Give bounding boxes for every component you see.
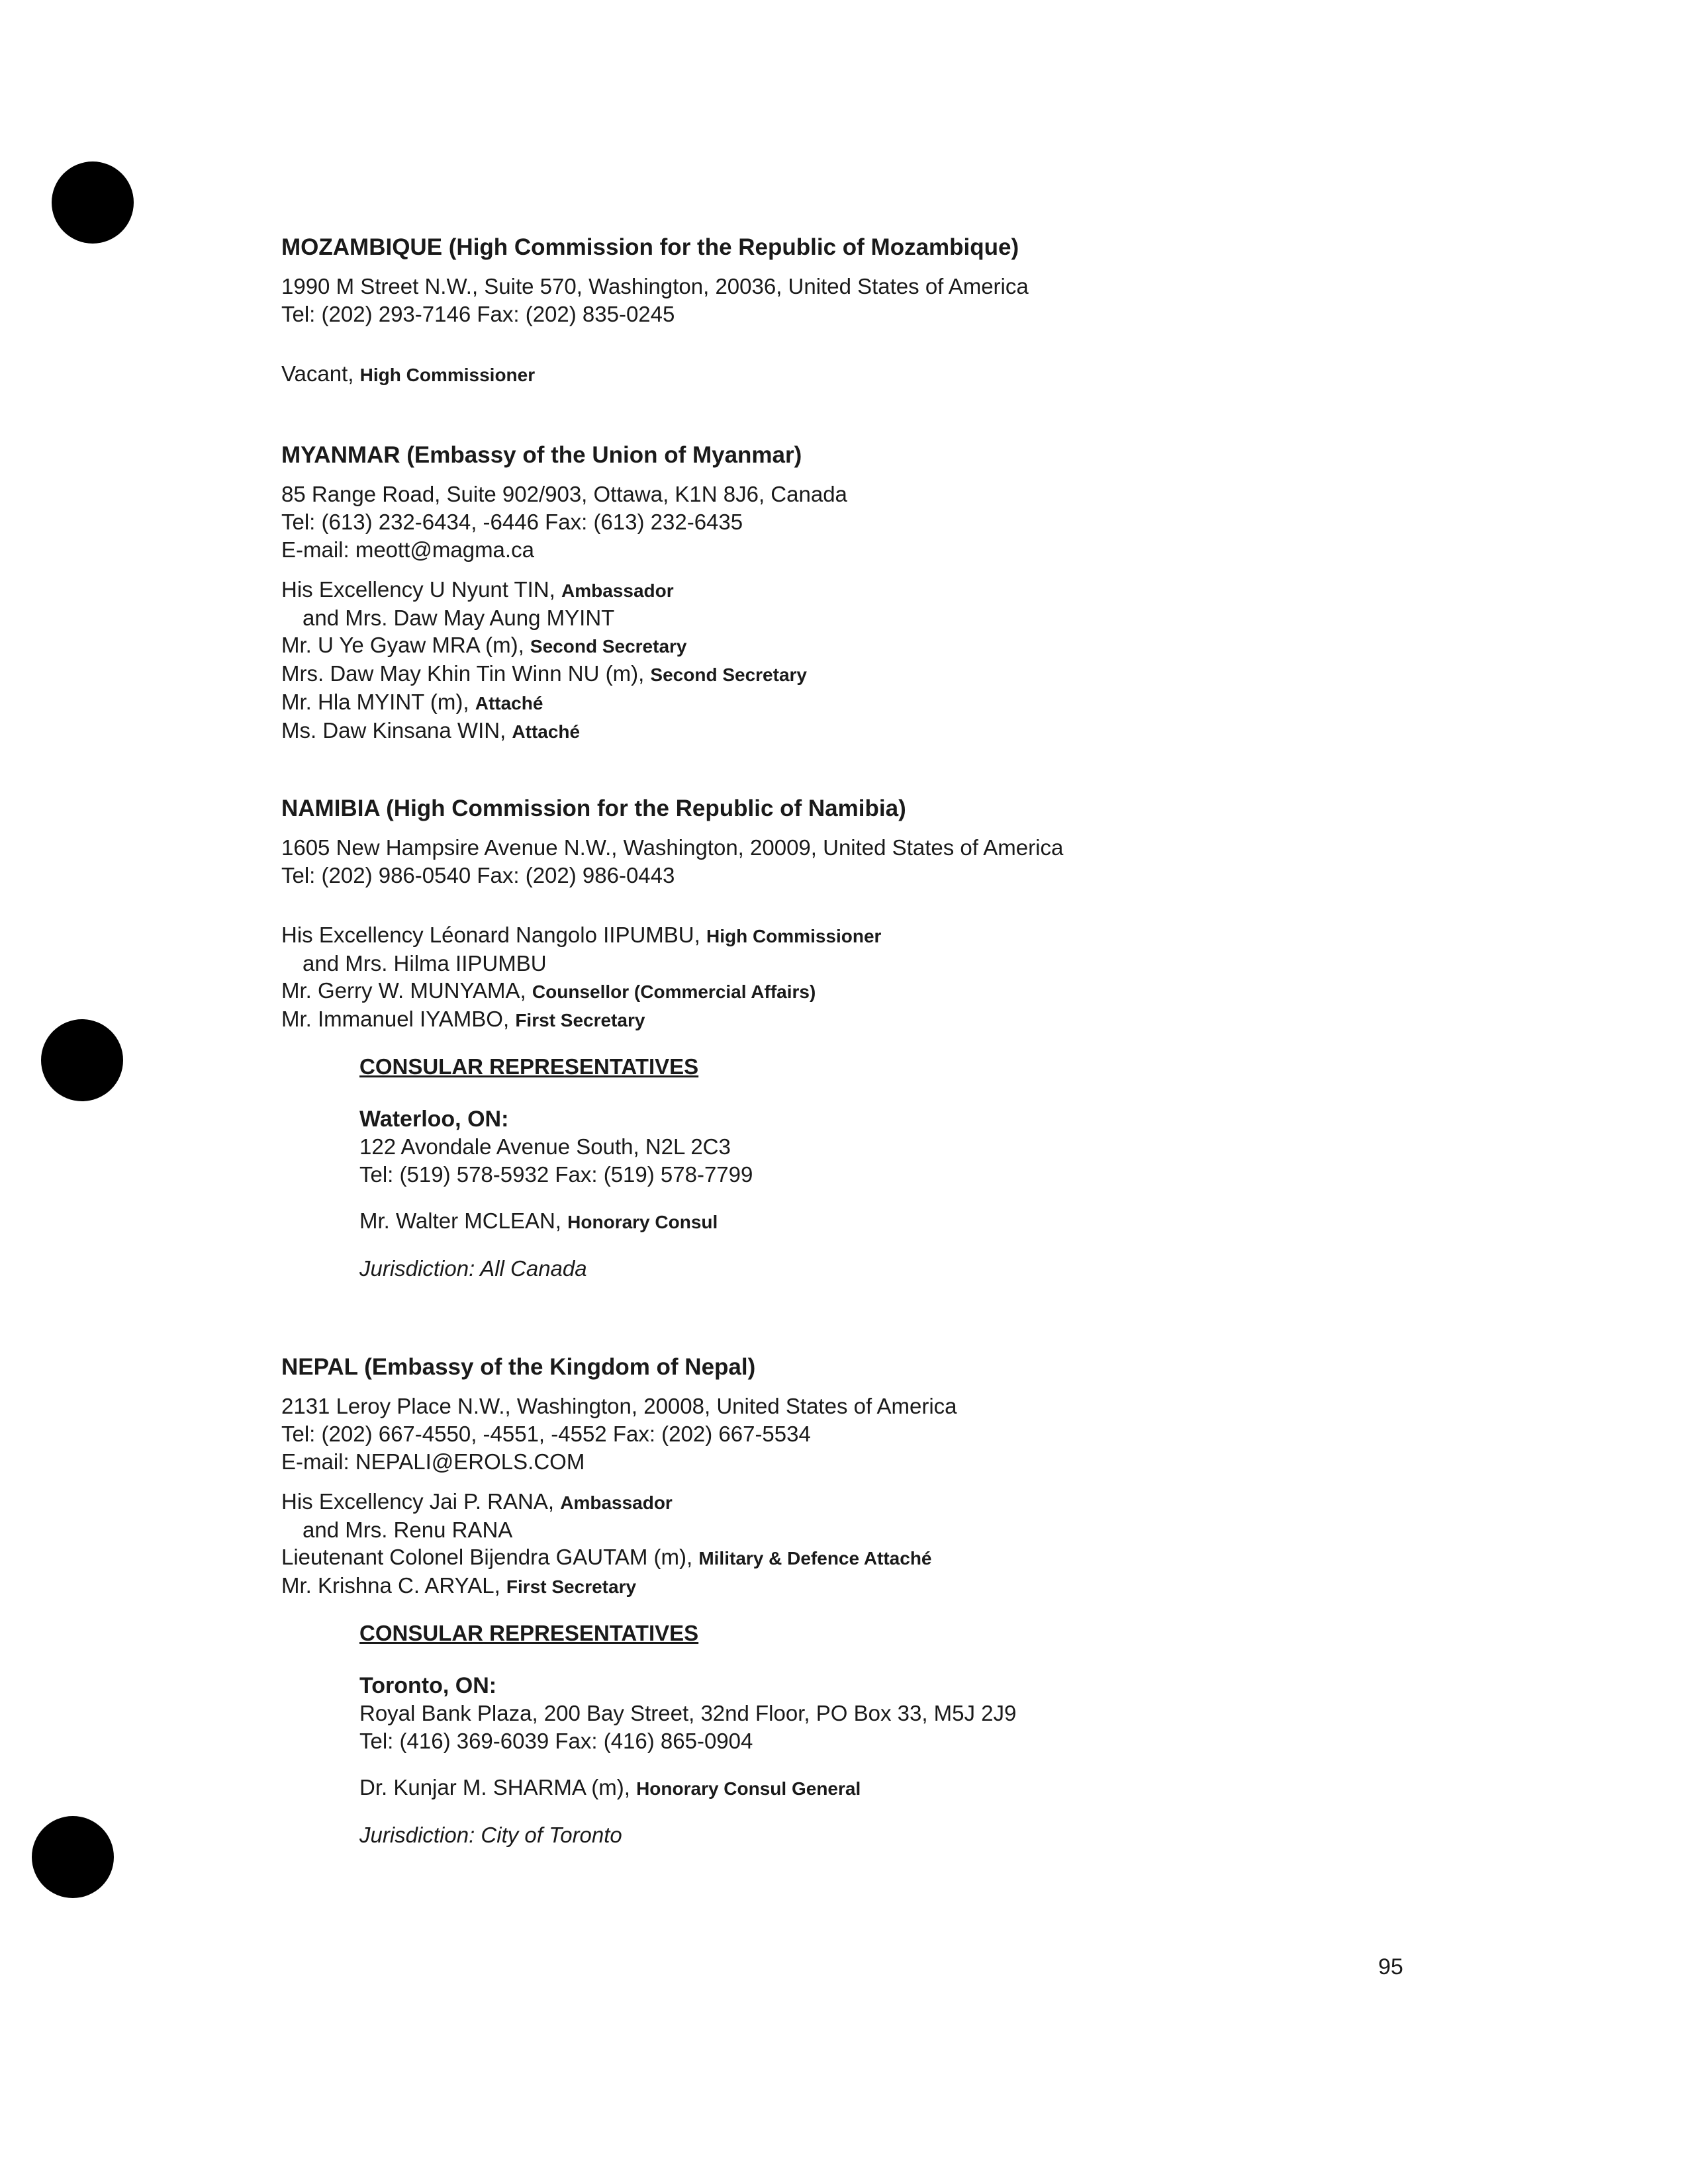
phone-line: Tel: (202) 293-7146 Fax: (202) 835-0245 <box>281 302 675 326</box>
staff-entry <box>281 950 1539 977</box>
staff-name: and Mrs. Hilma IIPUMBU <box>303 951 547 976</box>
binder-hole-top <box>52 161 134 244</box>
staff-title: Counsellor (Commercial Affairs) <box>532 981 816 1002</box>
staff-list <box>281 921 1539 1034</box>
consular-phone: Tel: (519) 578-5932 Fax: (519) 578-7799 <box>359 1162 753 1187</box>
staff-entry <box>281 1005 1539 1034</box>
address-line: 85 Range Road, Suite 902/903, Ottawa, K1N 8J6, Canada <box>281 482 847 506</box>
section-heading: NEPAL (Embassy of the Kingdom of Nepal) <box>281 1354 756 1380</box>
staff-entry <box>281 360 1539 388</box>
staff-name: Mr. Immanuel IYAMBO, <box>281 1007 510 1031</box>
staff-entry <box>281 604 1539 631</box>
staff-title: Military & Defence Attaché <box>698 1548 932 1569</box>
section-myanmar <box>281 441 1539 745</box>
consular-heading: CONSULAR REPRESENTATIVES <box>359 1621 699 1645</box>
binder-hole-middle <box>41 1019 123 1101</box>
staff-name: and Mrs. Daw May Aung MYINT <box>303 606 615 630</box>
consular-block <box>359 1619 1539 1849</box>
staff-name: His Excellency U Nyunt TIN, <box>281 577 555 602</box>
staff-name: Ms. Daw Kinsana WIN, <box>281 718 506 743</box>
staff-list <box>281 360 1539 388</box>
staff-entry <box>281 631 1539 660</box>
section-heading: NAMIBIA (High Commission for the Republic of Namibia) <box>281 796 906 821</box>
address-line: 1990 M Street N.W., Suite 570, Washington, 20036, United States of America <box>281 274 1029 298</box>
staff-title: Honorary Consul General <box>636 1778 861 1799</box>
staff-title: Attaché <box>512 721 581 742</box>
consular-heading: CONSULAR REPRESENTATIVES <box>359 1054 699 1079</box>
staff-title: First Secretary <box>515 1010 645 1030</box>
address-block <box>281 834 1539 889</box>
staff-entry <box>281 1572 1539 1600</box>
consular-address: Royal Bank Plaza, 200 Bay Street, 32nd Floor, PO Box 33, M5J 2J9 <box>359 1701 1017 1725</box>
staff-title: Second Secretary <box>650 664 807 685</box>
staff-title: High Commissioner <box>359 365 536 385</box>
jurisdiction: Jurisdiction: City of Toronto <box>359 1823 622 1847</box>
address-line: 2131 Leroy Place N.W., Washington, 20008, United States of America <box>281 1394 957 1418</box>
staff-entry <box>281 688 1539 717</box>
staff-title: Ambassador <box>561 580 674 601</box>
staff-name: Dr. Kunjar M. SHARMA (m), <box>359 1775 630 1799</box>
phone-line: Tel: (202) 667-4550, -4551, -4552 Fax: (202) 667-5534 <box>281 1422 811 1446</box>
address-block <box>281 273 1539 328</box>
consular-person <box>359 1207 1539 1236</box>
binder-hole-bottom <box>32 1816 114 1898</box>
staff-entry <box>281 576 1539 604</box>
staff-entry <box>281 1488 1539 1516</box>
jurisdiction: Jurisdiction: All Canada <box>359 1256 587 1281</box>
staff-entry <box>281 921 1539 950</box>
staff-title: Attaché <box>475 693 543 713</box>
page-number: 95 <box>1378 1954 1403 1979</box>
staff-name: Vacant, <box>281 361 354 386</box>
staff-title: High Commissioner <box>706 926 882 946</box>
email-line: E-mail: NEPALI@EROLS.COM <box>281 1449 585 1474</box>
section-heading: MYANMAR (Embassy of the Union of Myanmar) <box>281 442 802 468</box>
consular-person <box>359 1774 1539 1803</box>
staff-entry <box>281 660 1539 688</box>
section-namibia <box>281 794 1539 1283</box>
staff-name: Mr. U Ye Gyaw MRA (m), <box>281 633 524 657</box>
consular-city: Waterloo, ON: <box>359 1107 509 1132</box>
phone-line: Tel: (202) 986-0540 Fax: (202) 986-0443 <box>281 863 675 887</box>
consular-address: 122 Avondale Avenue South, N2L 2C3 <box>359 1134 731 1159</box>
staff-name: Mr. Hla MYINT (m), <box>281 690 469 714</box>
section-nepal <box>281 1353 1539 1849</box>
staff-entry <box>281 1543 1539 1572</box>
address-block <box>281 1392 1539 1476</box>
staff-entry <box>281 717 1539 745</box>
section-heading: MOZAMBIQUE (High Commission for the Republic of Mozambique) <box>281 234 1019 260</box>
staff-title: First Secretary <box>506 1576 637 1597</box>
staff-list <box>281 1488 1539 1600</box>
address-block <box>281 480 1539 564</box>
staff-title: Ambassador <box>560 1492 673 1513</box>
staff-title: Second Secretary <box>530 636 687 657</box>
staff-list <box>281 576 1539 745</box>
staff-name: and Mrs. Renu RANA <box>303 1518 513 1542</box>
address-line: 1605 New Hampsire Avenue N.W., Washington, 20009, United States of America <box>281 835 1064 860</box>
staff-name: His Excellency Jai P. RANA, <box>281 1489 555 1514</box>
consular-phone: Tel: (416) 369-6039 Fax: (416) 865-0904 <box>359 1729 753 1753</box>
staff-title: Honorary Consul <box>567 1212 718 1232</box>
consular-block <box>359 1052 1539 1283</box>
staff-entry <box>281 977 1539 1005</box>
staff-name: His Excellency Léonard Nangolo IIPUMBU, <box>281 923 700 947</box>
staff-entry <box>281 1516 1539 1543</box>
consular-city: Toronto, ON: <box>359 1673 497 1698</box>
section-mozambique <box>281 233 1539 388</box>
phone-line: Tel: (613) 232-6434, -6446 Fax: (613) 232-6435 <box>281 510 743 534</box>
staff-name: Mrs. Daw May Khin Tin Winn NU (m), <box>281 661 645 686</box>
staff-name: Mr. Walter MCLEAN, <box>359 1208 561 1233</box>
email-line: E-mail: meott@magma.ca <box>281 537 534 562</box>
staff-name: Mr. Krishna C. ARYAL, <box>281 1573 500 1598</box>
staff-name: Mr. Gerry W. MUNYAMA, <box>281 978 526 1003</box>
staff-name: Lieutenant Colonel Bijendra GAUTAM (m), <box>281 1545 693 1569</box>
